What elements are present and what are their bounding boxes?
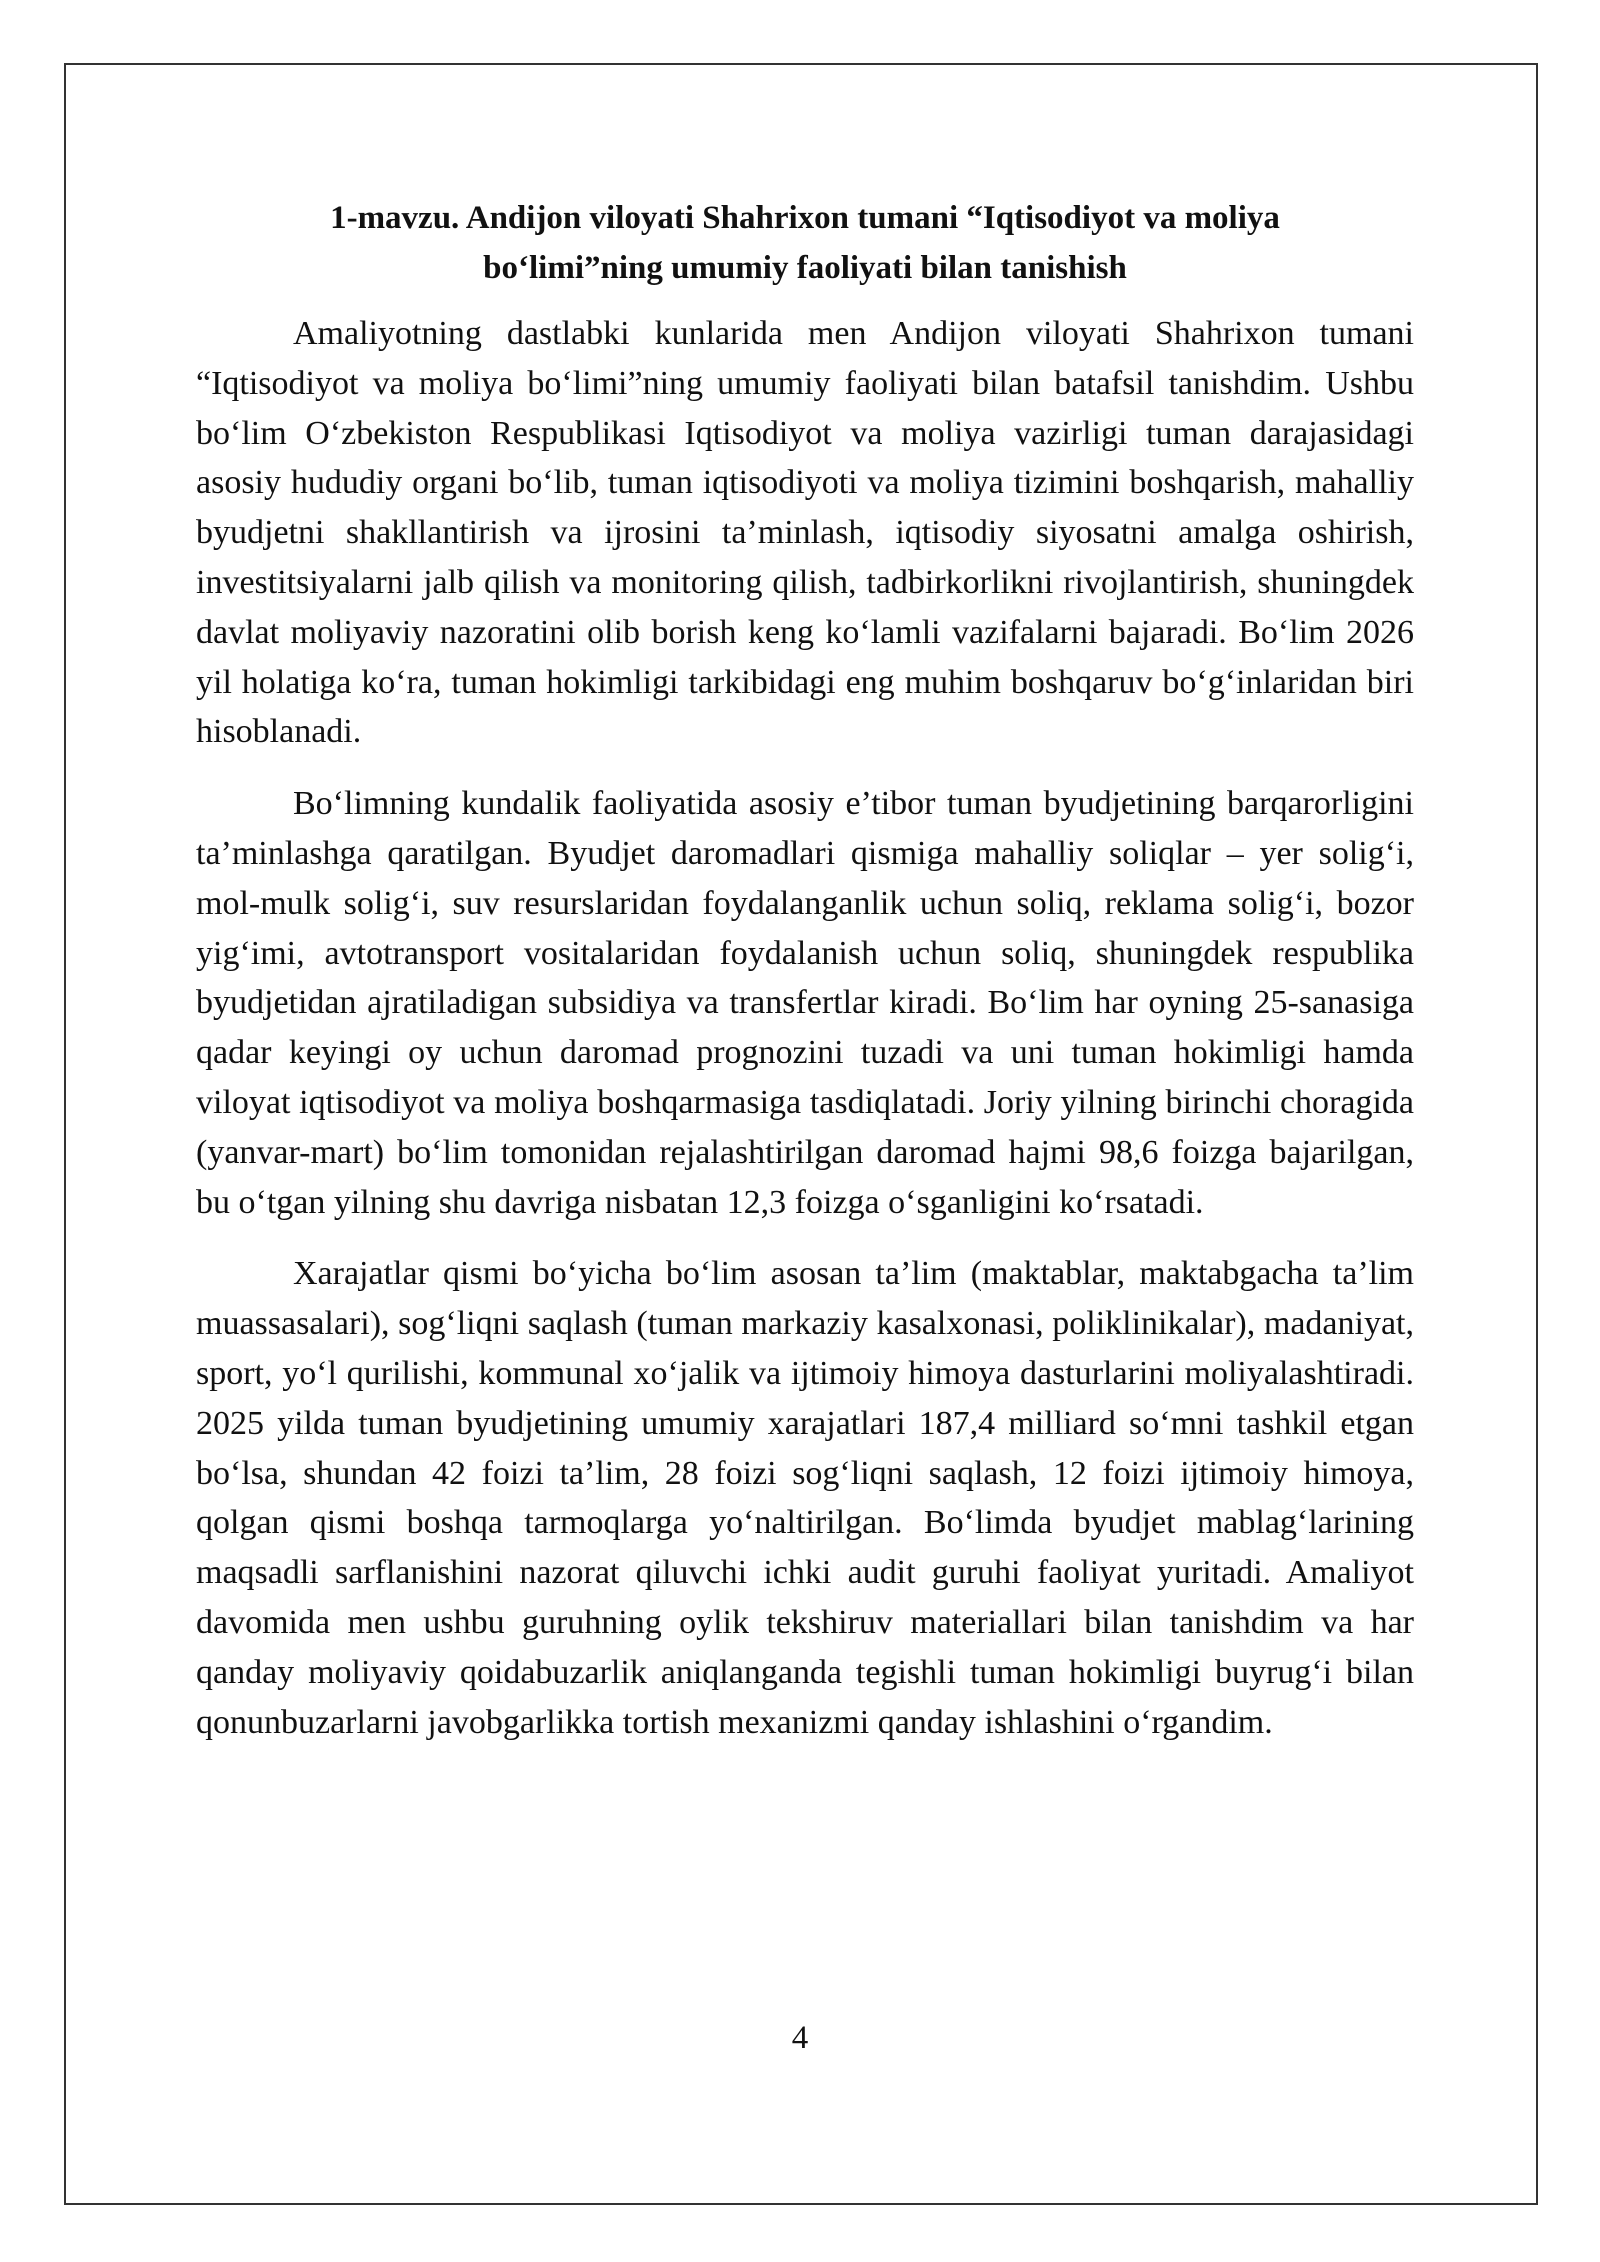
document-title bbox=[196, 193, 1414, 293]
document-title-line-2: bo‘limi”ning umumiy faoliyati bilan tanishish bbox=[483, 250, 1127, 286]
document-body bbox=[196, 193, 1414, 1769]
paragraph-1: Amaliyotning dastlabki kunlarida men Andijon viloyati Shahrixon tumani “Iqtisodiyot va moliya bo‘limi”ning umumiy faoliyati bilan batafsil tanishdim. Ushbu bo‘lim O‘zbekiston Respublikasi Iqtisodiyot va moliya vazirligi tuman darajasidagi asosiy hududiy organi bo‘lib, tuman iqtisodiyoti va moliya tizimini boshqarish, mahalliy byudjetni shakllantirish va ijrosini ta’minlash, iqtisodiy siyosatni amalga oshirish, investitsiyalarni jalb qilish va monitoring qilish, tadbirkorlikni rivojlantirish, shuningdek davlat moliyaviy nazoratini olib borish keng ko‘lamli vazifalarni bajaradi. Bo‘lim 2026 yil holatiga ko‘ra, tuman hokimligi tarkibidagi eng muhim boshqaruv bo‘g‘inlaridan biri hisoblanadi. bbox=[196, 315, 1414, 751]
page-number: 4 bbox=[791, 2020, 809, 2056]
document-title-line-1: 1-mavzu. Andijon viloyati Shahrixon tumani “Iqtisodiyot va moliya bbox=[330, 200, 1280, 236]
paragraph-2: Bo‘limning kundalik faoliyatida asosiy e’tibor tuman byudjetining barqarorligini ta’minlashga qaratilgan. Byudjet daromadlari qismiga mahalliy soliqlar – yer solig‘i, mol-mulk solig‘i, suv resurslaridan foydalanganlik uchun soliq, reklama solig‘i, bozor yig‘imi, avtotransport vositalaridan foydalanish uchun soliq, shuningdek respublika byudjetidan ajratiladigan subsidiya va transfertlar kiradi. Bo‘lim har oyning 25-sanasiga qadar keyingi oy uchun daromad prognozini tuzadi va uni tuman hokimligi hamda viloyat iqtisodiyot va moliya boshqarmasiga tasdiqlatadi. Joriy yilning birinchi choragida (yanvar-mart) bo‘lim tomonidan rejalashtirilgan daromad hajmi 98,6 foizga bajarilgan, bu o‘tgan yilning shu davriga nisbatan 12,3 foizga o‘sganligini ko‘rsatadi. bbox=[196, 785, 1414, 1221]
paragraph-3: Xarajatlar qismi bo‘yicha bo‘lim asosan ta’lim (maktablar, maktabgacha ta’lim muassasalari), sog‘liqni saqlash (tuman markaziy kasalxonasi, poliklinikalar), madaniyat, sport, yo‘l qurilishi, kommunal xo‘jalik va ijtimoiy himoya dasturlarini moliyalashtiradi. 2025 yilda tuman byudjetining umumiy xarajatlari 187,4 milliard so‘mni tashkil etgan bo‘lsa, shundan 42 foizi ta’lim, 28 foizi sog‘liqni saqlash, 12 foizi ijtimoiy himoya, qolgan qismi boshqa tarmoqlarga yo‘naltirilgan. Bo‘limda byudjet mablag‘larining maqsadli sarflanishini nazorat qiluvchi ichki audit guruhi faoliyat yuritadi. Amaliyot davomida men ushbu guruhning oylik tekshiruv materiallari bilan tanishdim va har qanday moliyaviy qoidabuzarlik aniqlanganda tegishli tuman hokimligi buyrug‘i bilan qonunbuzarlarni javobgarlikka tortish mexanizmi qanday ishlashini o‘rgandim. bbox=[196, 1255, 1414, 1741]
